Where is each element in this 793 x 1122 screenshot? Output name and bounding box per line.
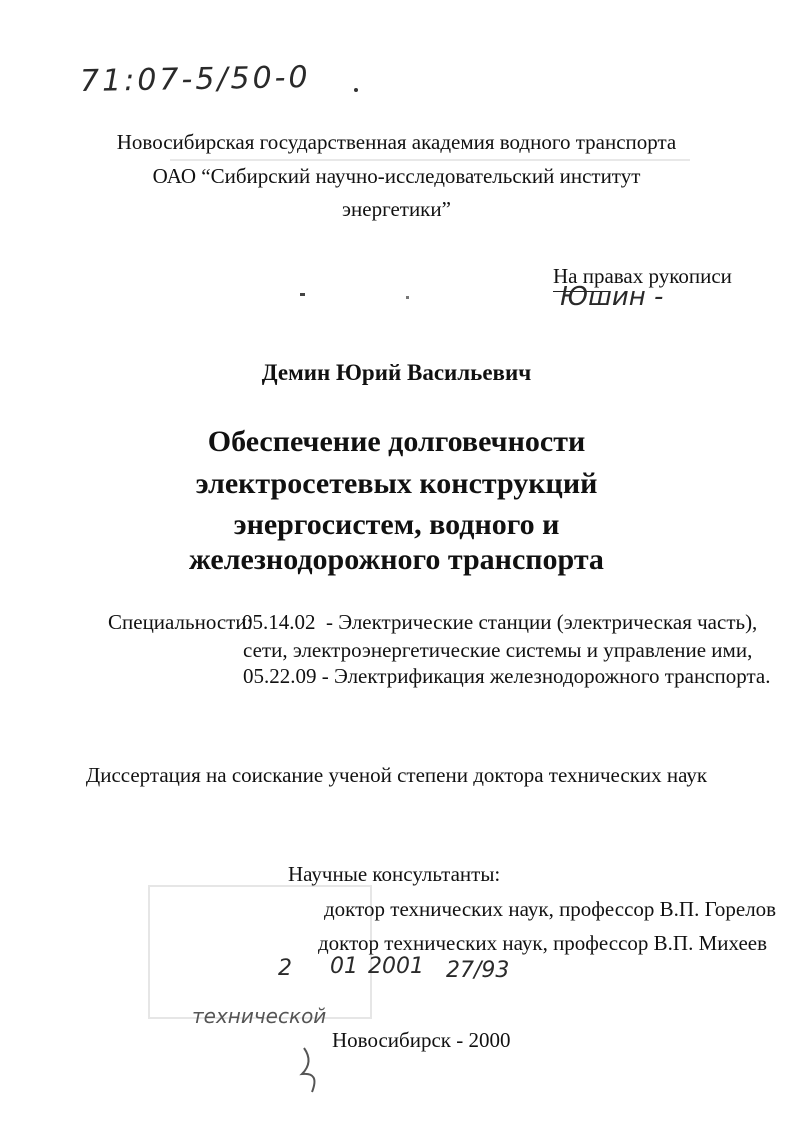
specialty-line-1: - Электрические станции (электрическая часть), bbox=[326, 610, 758, 634]
ink-scribble bbox=[290, 1044, 334, 1096]
stamp-date-code: 27/93 bbox=[446, 958, 510, 983]
scan-bleed bbox=[170, 159, 690, 161]
ink-dot bbox=[354, 88, 358, 92]
stamp-date-day: 2 bbox=[278, 956, 292, 981]
stamp-handwritten-word: технической bbox=[192, 1004, 327, 1028]
author-name: Демин Юрий Васильевич bbox=[261, 360, 532, 385]
ink-speck bbox=[300, 293, 305, 296]
specialty-line-3: 05.22.09 - Электрификация железнодорожного транспорта. bbox=[243, 664, 771, 688]
stamp-date-year: 2001 bbox=[368, 954, 424, 979]
title-line-2: электросетевых конструкций bbox=[195, 467, 598, 500]
rights-note: На правах рукописи bbox=[553, 264, 732, 288]
consultant-2: доктор технических наук, профессор В.П. Михеев bbox=[318, 931, 768, 955]
consultant-1: доктор технических наук, профессор В.П. Горелов bbox=[324, 897, 777, 921]
consultants-label: Научные консультанты: bbox=[288, 862, 501, 886]
handwritten-catalog-number: 71:07-5/50-0 bbox=[79, 59, 311, 100]
org-line-2: ОАО “Сибирский научно-исследовательский институт bbox=[152, 164, 641, 188]
title-line-1: Обеспечение долговечности bbox=[207, 425, 586, 458]
place-year: Новосибирск - 2000 bbox=[332, 1028, 511, 1052]
title-line-4: железнодорожного транспорта bbox=[189, 543, 604, 576]
specialty-line-2: сети, электроэнергетические системы и управление ими, bbox=[243, 638, 753, 662]
specialty-code-1: 05.14.02 bbox=[242, 610, 316, 634]
degree-line: Диссертация на соискание ученой степени доктора технических наук bbox=[85, 763, 708, 787]
org-line-1: Новосибирская государственная академия водного транспорта bbox=[116, 130, 677, 154]
org-line-3: энергетики” bbox=[342, 197, 451, 221]
ink-speck bbox=[406, 296, 409, 299]
title-line-3: энергосистем, водного и bbox=[233, 508, 560, 541]
handwritten-signature: Юшин - bbox=[560, 282, 664, 312]
stamp-date-month: 01 bbox=[330, 954, 358, 979]
specialties-label: Специальности: bbox=[108, 610, 253, 634]
